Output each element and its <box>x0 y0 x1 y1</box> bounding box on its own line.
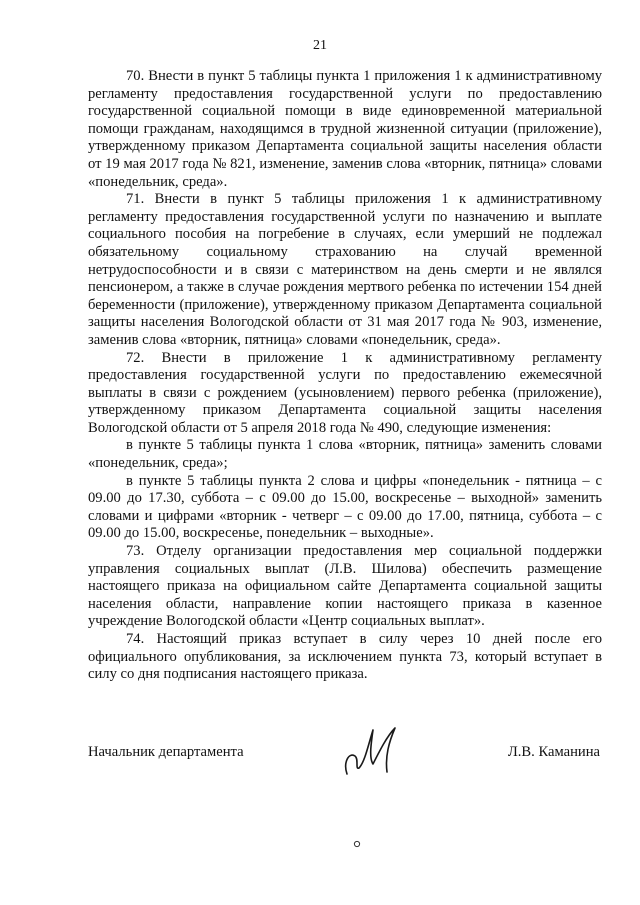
paragraph-71: 71. Внести в пункт 5 таблицы приложения 1 к административному регламенту предоставления государственной услуги по назначению и выплате социального пособия на погребение в случаях, если умерший не подлежал обязательному социальному страхованию на случай временной нетрудоспособности и в связи с материнством на день смерти и не являлся пенсионером, а также в случае рождения мертвого ребенка по истечении 154 дней беременности (приложение), утвержденному приказом Департамента социальной защиты населения Вологодской области от 31 мая 2017 года № 903, изменение, заменив слова «вторник, пятница» словами «понедельник, среда». <box>88 191 602 348</box>
page-number: 21 <box>313 38 327 53</box>
scan-mark-icon <box>353 840 361 848</box>
document-body <box>88 68 602 684</box>
handwritten-signature <box>335 722 405 782</box>
paragraph-72-change-1: в пункте 5 таблицы пункта 1 слова «вторник, пятница» заменить словами «понедельник, среда»; <box>88 437 602 472</box>
signer-position: Начальник департамента <box>88 744 244 760</box>
paragraph-74: 74. Настоящий приказ вступает в силу через 10 дней после его официального опубликования, за исключением пункта 73, который вступает в силу со дня подписания настоящего приказа. <box>88 631 602 683</box>
paragraph-73: 73. Отделу организации предоставления мер социальной поддержки управления социальных выплат (Л.В. Шилова) обеспечить размещение настоящего приказа на официальном сайте Департамента социальной защиты населения области, направление копии настоящего приказа в казенное учреждение Вологодской области «Центр социальных выплат». <box>88 543 602 630</box>
paragraph-72: 72. Внести в приложение 1 к административному регламенту предоставления государственной услуги по предоставлению ежемесячной выплаты в связи с рождением (усыновлением) первого ребенка (приложение), утвержденному приказом Департамента социальной защиты населения Вологодской области от 5 апреля 2018 года № 490, следующие изменения: <box>88 349 602 436</box>
paragraph-72-change-2: в пункте 5 таблицы пункта 2 слова и цифры «понедельник - пятница – с 09.00 до 17.30, суббота – с 09.00 до 15.00, воскресенье – выходной» заменить словами и цифрами «вторник - четверг – с 09.00 до 17.00, пятница, суббота – с 09.00 до 15.00, воскресенье, понедельник – выходные». <box>88 472 602 542</box>
signer-name: Л.В. Каманина <box>507 744 600 760</box>
paragraph-70: 70. Внести в пункт 5 таблицы пункта 1 приложения 1 к административному регламенту предоставления государственной услуги по предоставлению государственной социальной помощи в виде единовременной материальной помощи гражданам, находящимся в трудной жизненной ситуации (приложение), утвержденному приказом Департамента социальной защиты населения области от 19 мая 2017 года № 821, изменение, заменив слова «вторник, пятница» словами «понедельник, среда». <box>88 68 602 190</box>
